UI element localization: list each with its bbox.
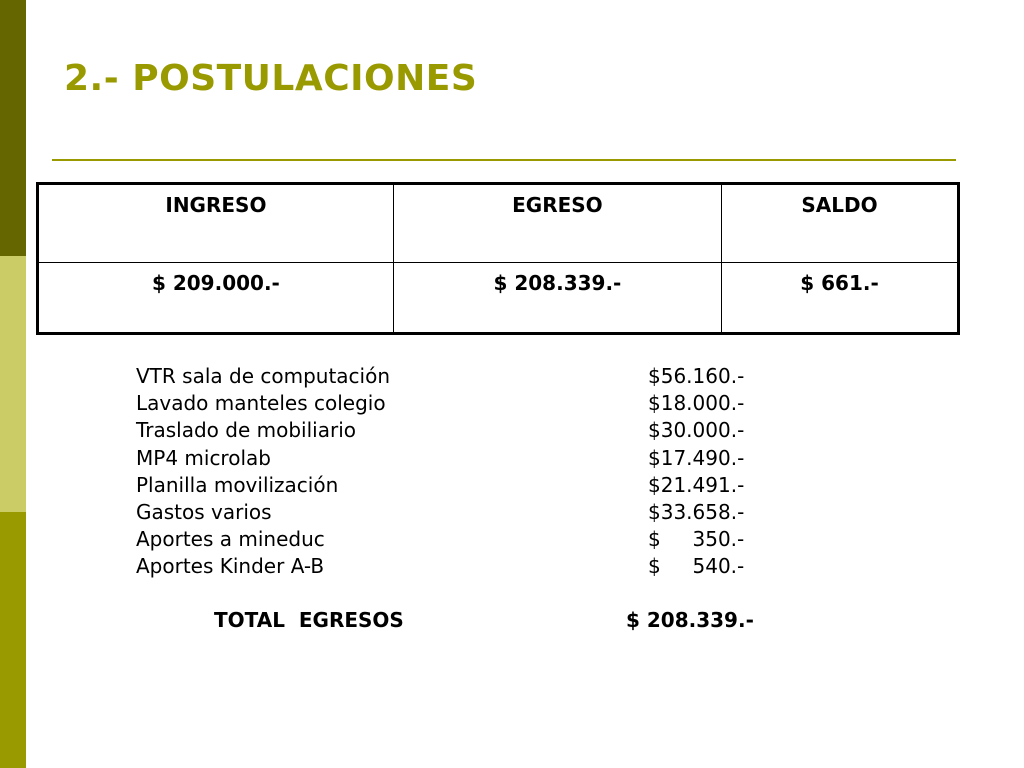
summary-table: [36, 182, 960, 335]
expense-label: Aportes Kinder A-B: [136, 554, 325, 579]
expense-row: [136, 390, 836, 417]
expense-label: Aportes a mineduc: [136, 527, 325, 552]
expense-amount: $ 540.-: [648, 554, 745, 579]
expense-label: Lavado manteles colegio: [136, 391, 386, 416]
expense-row: [136, 499, 836, 526]
expense-row: [136, 472, 836, 499]
expense-amount: $33.658.-: [648, 499, 745, 524]
slide-title: 2.- POSTULACIONES: [64, 58, 478, 99]
expense-row: [136, 553, 836, 580]
sidebar-stripe-top: [0, 0, 26, 256]
value-egreso: $ 208.339.-: [393, 263, 721, 334]
expense-row: [136, 363, 836, 390]
summary-table-values-row: [38, 263, 959, 334]
expense-amount: $56.160.-: [648, 364, 745, 388]
value-saldo: $ 661.-: [722, 263, 959, 334]
header-ingreso: INGRESO: [38, 184, 394, 263]
total-egresos-amount: $ 208.339.-: [626, 608, 754, 632]
expense-label: MP4 microlab: [136, 445, 271, 470]
expense-row: [136, 417, 836, 444]
expense-amount: $21.491.-: [648, 472, 745, 497]
total-egresos-label: TOTAL EGRESOS: [214, 608, 404, 632]
title-divider: [52, 159, 956, 161]
expense-row: [136, 526, 836, 553]
expense-row: [136, 445, 836, 472]
expense-label: VTR sala de computación: [136, 364, 391, 388]
expense-label: Traslado de mobiliario: [136, 418, 356, 443]
expense-amount: $18.000.-: [648, 391, 745, 416]
expense-list: [136, 363, 836, 581]
expense-amount: $30.000.-: [648, 418, 745, 443]
header-saldo: SALDO: [722, 184, 959, 263]
expense-label: Planilla movilización: [136, 472, 339, 497]
header-egreso: EGRESO: [393, 184, 721, 263]
expense-amount: $ 350.-: [648, 527, 745, 552]
sidebar-stripe-middle: [0, 256, 26, 512]
summary-table-header-row: [38, 184, 959, 263]
value-ingreso: $ 209.000.-: [38, 263, 394, 334]
sidebar-stripe-bottom: [0, 512, 26, 768]
expense-label: Gastos varios: [136, 499, 272, 524]
expense-amount: $17.490.-: [648, 445, 745, 470]
